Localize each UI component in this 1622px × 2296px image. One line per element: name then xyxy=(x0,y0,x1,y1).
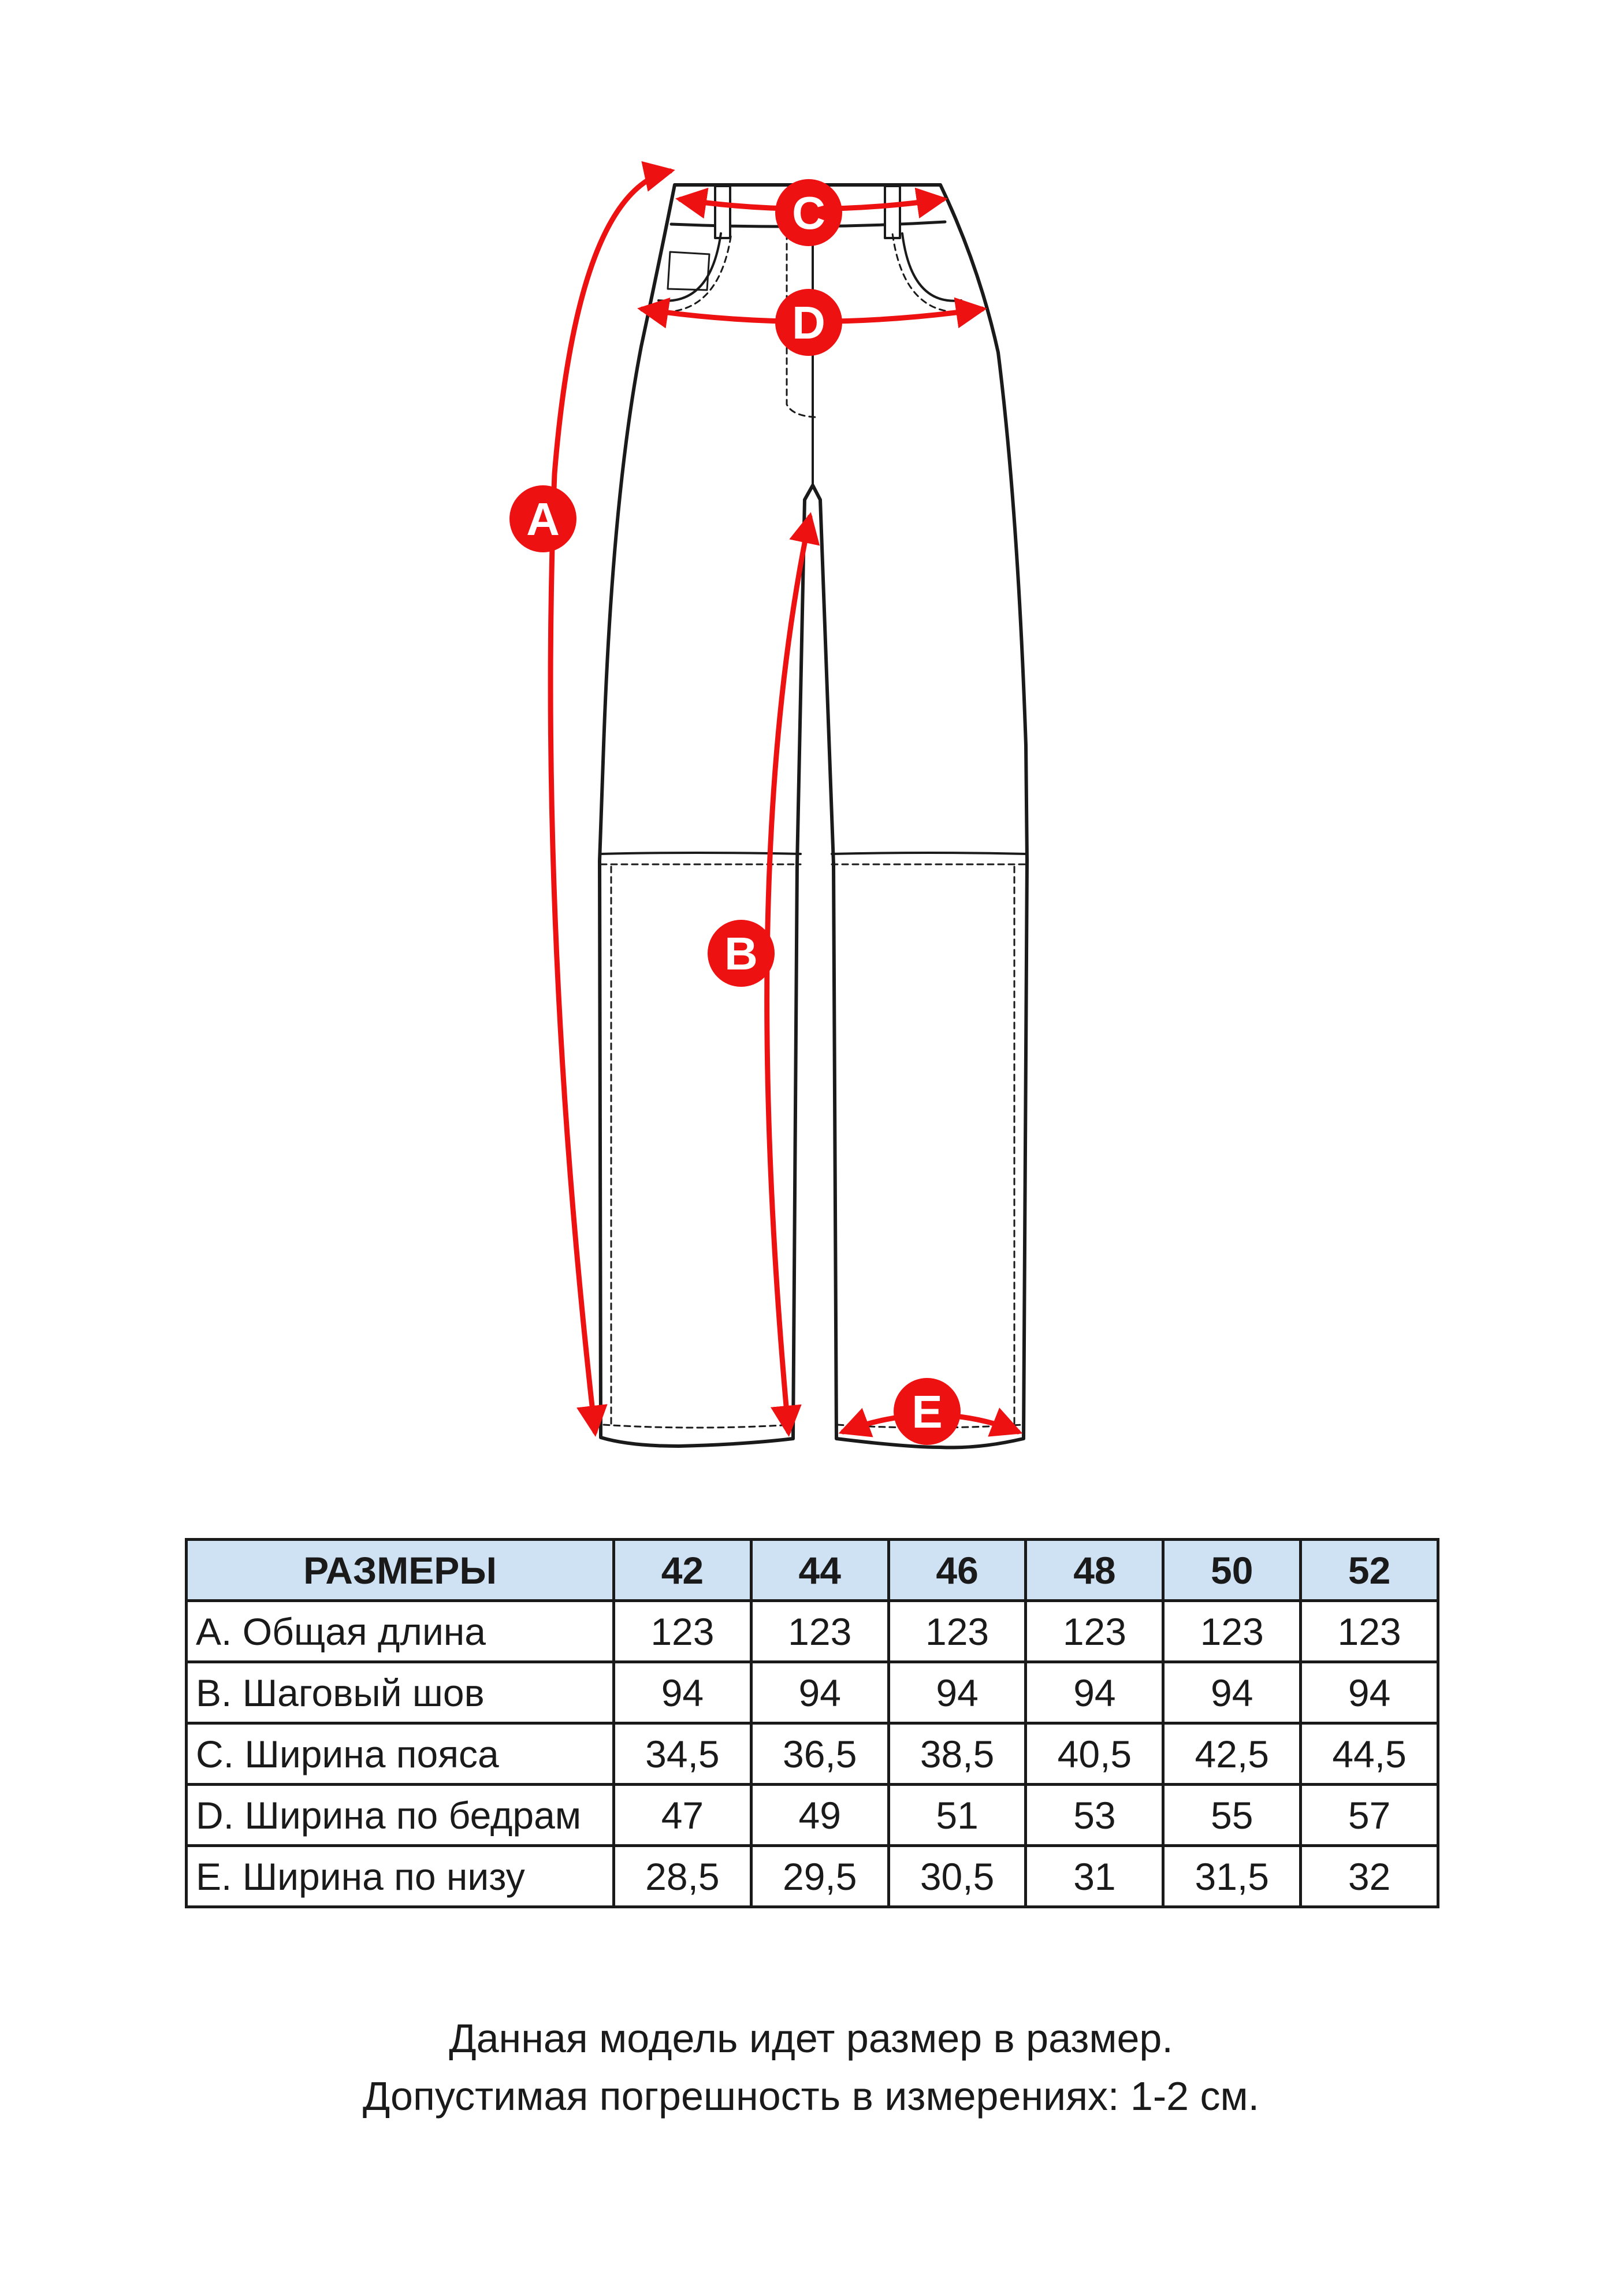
measurement-label: E. Ширина по низу xyxy=(187,1846,614,1907)
size-table-header-row xyxy=(187,1540,1438,1601)
size-table-row xyxy=(187,1662,1438,1723)
fit-note xyxy=(0,2009,1622,2125)
measurement-label: B. Шаговый шов xyxy=(187,1662,614,1723)
measurement-value: 44,5 xyxy=(1301,1723,1438,1785)
size-header-44: 44 xyxy=(751,1540,888,1601)
measurement-value: 123 xyxy=(614,1601,752,1662)
measurement-label: C. Ширина пояса xyxy=(187,1723,614,1785)
size-table-row xyxy=(187,1785,1438,1846)
marker-d xyxy=(775,289,842,356)
measurement-value: 94 xyxy=(1163,1662,1301,1723)
measurement-value: 94 xyxy=(1026,1662,1163,1723)
measurement-value: 55 xyxy=(1163,1785,1301,1846)
measurement-value: 123 xyxy=(751,1601,888,1662)
measurement-value: 38,5 xyxy=(888,1723,1026,1785)
measurement-value: 123 xyxy=(1301,1601,1438,1662)
size-table-body xyxy=(187,1601,1438,1907)
size-table-row xyxy=(187,1601,1438,1662)
svg-text:D: D xyxy=(792,297,825,348)
svg-text:B: B xyxy=(724,928,758,979)
marker-b xyxy=(708,920,775,987)
measurement-value: 94 xyxy=(888,1662,1026,1723)
fit-note-line-1: Данная модель идет размер в размер. xyxy=(449,2016,1173,2061)
measurement-value: 49 xyxy=(751,1785,888,1846)
size-header-52: 52 xyxy=(1301,1540,1438,1601)
size-header-50: 50 xyxy=(1163,1540,1301,1601)
measurement-value: 94 xyxy=(751,1662,888,1723)
size-table xyxy=(185,1538,1439,1908)
measurement-value: 94 xyxy=(1301,1662,1438,1723)
size-table-row xyxy=(187,1846,1438,1907)
marker-c xyxy=(775,179,842,246)
measurement-value: 36,5 xyxy=(751,1723,888,1785)
measurement-value: 53 xyxy=(1026,1785,1163,1846)
svg-text:E: E xyxy=(912,1386,943,1437)
svg-text:C: C xyxy=(792,187,825,239)
svg-text:A: A xyxy=(526,493,560,545)
size-header-46: 46 xyxy=(888,1540,1026,1601)
measurement-value: 42,5 xyxy=(1163,1723,1301,1785)
measurement-value: 123 xyxy=(1026,1601,1163,1662)
measurement-value: 34,5 xyxy=(614,1723,752,1785)
belt-loop-right xyxy=(885,186,900,238)
size-header-42: 42 xyxy=(614,1540,752,1601)
measurement-label: D. Ширина по бедрам xyxy=(187,1785,614,1846)
belt-loop-left xyxy=(715,186,730,238)
measurement-value: 123 xyxy=(888,1601,1026,1662)
measurement-value: 57 xyxy=(1301,1785,1438,1846)
trousers-sketch xyxy=(600,185,1027,1447)
measurement-value: 28,5 xyxy=(614,1846,752,1907)
knee-seam-right xyxy=(832,853,1026,854)
measurement-value: 31,5 xyxy=(1163,1846,1301,1907)
measurement-value: 40,5 xyxy=(1026,1723,1163,1785)
fit-note-line-2: Допустимая погрешность в измерениях: 1-2 см. xyxy=(362,2074,1260,2119)
measurement-value: 47 xyxy=(614,1785,752,1846)
measurement-value: 123 xyxy=(1163,1601,1301,1662)
marker-a xyxy=(509,485,576,552)
measurement-value: 29,5 xyxy=(751,1846,888,1907)
measurement-label: A. Общая длина xyxy=(187,1601,614,1662)
measurement-value: 30,5 xyxy=(888,1846,1026,1907)
marker-e xyxy=(894,1378,961,1445)
measurement-value: 32 xyxy=(1301,1846,1438,1907)
measurement-value: 94 xyxy=(614,1662,752,1723)
size-header-48: 48 xyxy=(1026,1540,1163,1601)
measurement-value: 51 xyxy=(888,1785,1026,1846)
size-header-label: РАЗМЕРЫ xyxy=(187,1540,614,1601)
size-table-row xyxy=(187,1723,1438,1785)
measurement-value: 31 xyxy=(1026,1846,1163,1907)
